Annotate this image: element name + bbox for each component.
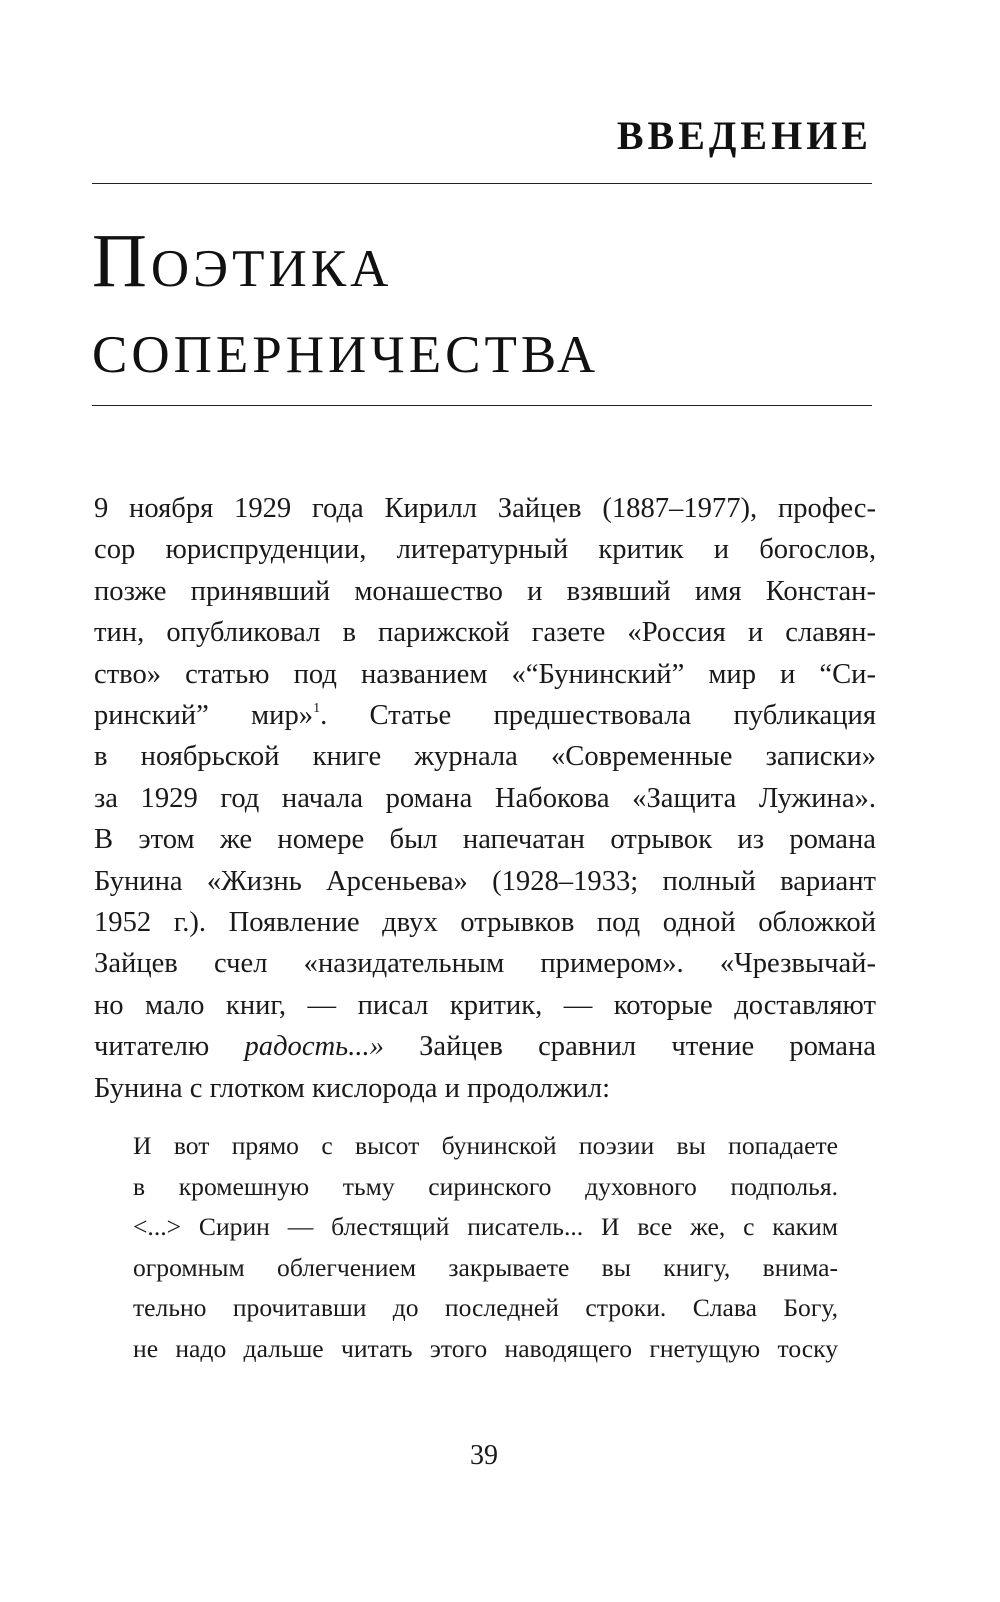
body-line: тин, опубликовал в парижской газете «Россия и славян- — [94, 617, 876, 649]
chapter-title-line-1: Поэтика — [92, 219, 393, 303]
quote-line: не надо дальше читать этого наводящего гнетущую тоску — [133, 1333, 838, 1363]
body-line: сор юриспруденции, литературный критик и богослов, — [94, 534, 876, 566]
body-line-part: ринский” мир» — [94, 700, 314, 732]
body-line: Зайцев счел «назидательным примером». «Чрезвычай- — [94, 948, 876, 980]
body-line: позже принявший монашество и взявший имя Констан- — [94, 575, 876, 607]
body-line-part: читателю — [94, 1031, 245, 1063]
quote-line: <...> Сирин — блестящий писатель... И все же, с каким — [133, 1212, 838, 1242]
quote-line: в кромешную тьму сиринского духовного подполья. — [133, 1171, 838, 1201]
quote-line: тельно прочитавши до последней строки. Слава Богу, — [133, 1293, 838, 1323]
body-line: но мало книг, — писал критик, — которые доставляют — [94, 989, 876, 1021]
page-number: 39 — [470, 1440, 498, 1471]
top-rule — [92, 183, 872, 184]
body-line-with-footnote — [94, 695, 876, 736]
footnote-mark: 1 — [313, 701, 321, 717]
body-line: В этом же номере был напечатан отрывок из романа — [94, 824, 876, 856]
body-line: Бунина с глотком кислорода и продолжил: — [94, 1072, 611, 1104]
chapter-title-line-2: соперничества — [92, 305, 600, 389]
body-line: в ноябрьской книге журнала «Современные записки» — [94, 741, 876, 773]
quote-line: И вот прямо с высот бунинской поэзии вы попадаете — [133, 1131, 838, 1160]
body-paragraph — [94, 488, 876, 1109]
body-line-part: . Статье предшествовала публикация — [320, 700, 877, 732]
italic-word: радость...» — [244, 1031, 384, 1063]
section-label: ВВЕДЕНИЕ — [616, 113, 872, 158]
chapter-title — [92, 218, 599, 390]
quote-line: огромным облегчением закрываете вы книгу, внима- — [133, 1252, 838, 1282]
bottom-rule — [92, 405, 872, 406]
body-line: ство» статью под названием «“Бунинский” мир и “Си- — [94, 658, 876, 690]
block-quote — [133, 1126, 838, 1370]
body-line: Бунина «Жизнь Арсеньева» (1928–1933; полный вариант — [94, 865, 876, 897]
body-line: 9 ноября 1929 года Кирилл Зайцев (1887–1977), профес- — [94, 493, 876, 524]
body-line-with-italic — [94, 1026, 876, 1067]
body-line: 1952 г.). Появление двух отрывков под одной обложкой — [94, 907, 876, 939]
body-line-part: Зайцев сравнил чтение романа — [383, 1031, 876, 1063]
body-line: за 1929 год начала романа Набокова «Защита Лужина». — [94, 782, 876, 814]
